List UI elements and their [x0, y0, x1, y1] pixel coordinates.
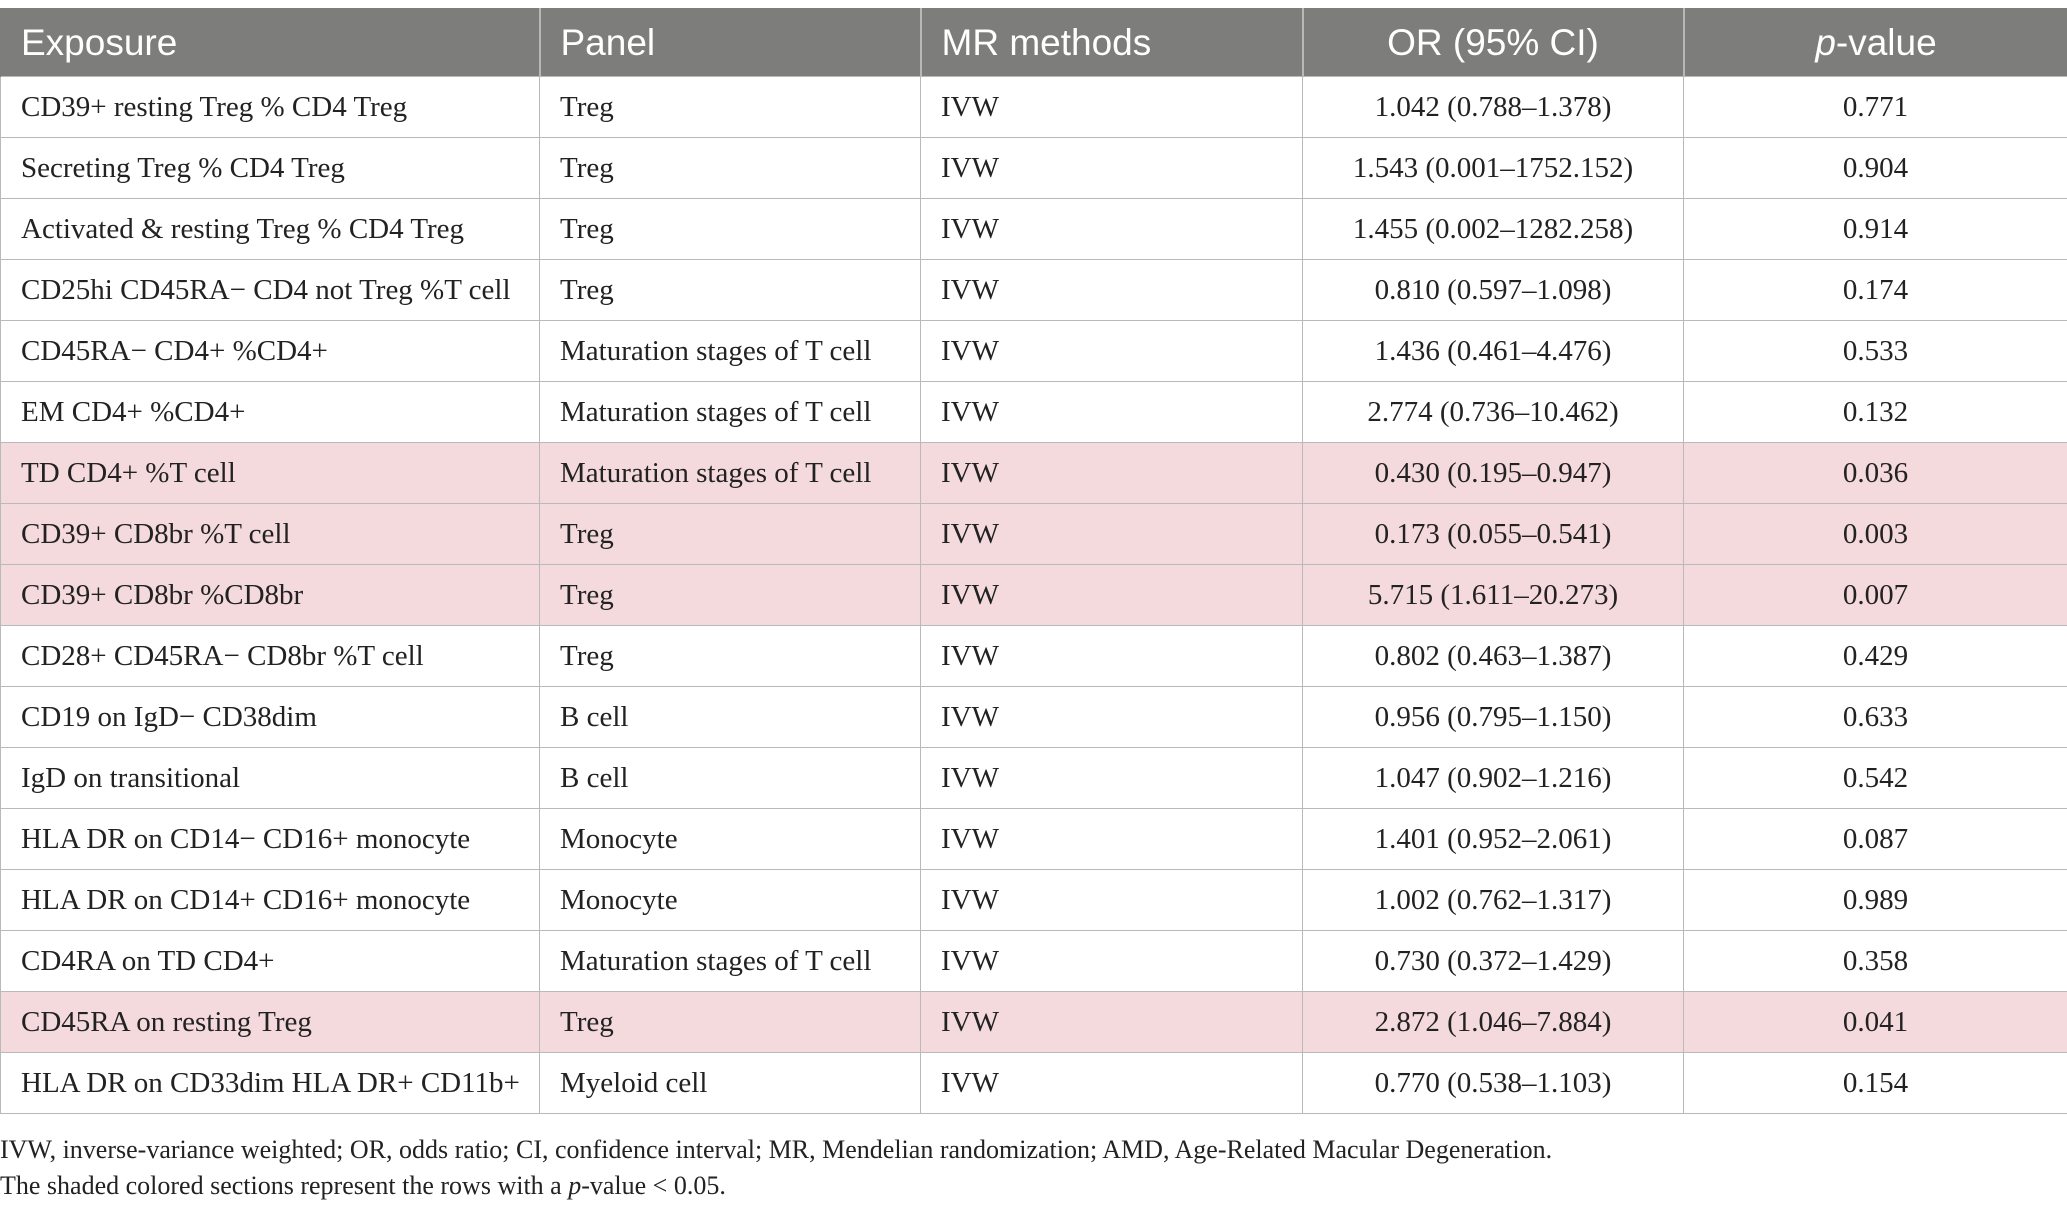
- mr-method-cell: IVW: [921, 504, 1303, 565]
- exposure-cell: IgD on transitional: [1, 748, 540, 809]
- or-ci-cell: 1.047 (0.902–1.216): [1303, 748, 1684, 809]
- panel-cell: Treg: [540, 992, 921, 1053]
- panel-cell: Treg: [540, 138, 921, 199]
- footnote-text-a: The shaded colored sections represent the rows with a: [0, 1171, 569, 1200]
- table-row: [1, 687, 2067, 748]
- table-row: [1, 260, 2067, 321]
- or-ci-cell: 0.770 (0.538–1.103): [1303, 1053, 1684, 1114]
- mr-method-cell: IVW: [921, 260, 1303, 321]
- p-value-cell: 0.542: [1684, 748, 2067, 809]
- header-exposure: Exposure: [1, 9, 540, 77]
- or-ci-cell: 1.401 (0.952–2.061): [1303, 809, 1684, 870]
- or-ci-cell: 5.715 (1.611–20.273): [1303, 565, 1684, 626]
- header-p-italic: p: [1815, 21, 1836, 63]
- exposure-cell: CD19 on IgD− CD38dim: [1, 687, 540, 748]
- table-row: [1, 748, 2067, 809]
- table-row: [1, 870, 2067, 931]
- footnote-text-b: -value < 0.05.: [581, 1171, 726, 1200]
- mr-method-cell: IVW: [921, 1053, 1303, 1114]
- exposure-cell: HLA DR on CD14− CD16+ monocyte: [1, 809, 540, 870]
- p-value-cell: 0.989: [1684, 870, 2067, 931]
- p-value-cell: 0.358: [1684, 931, 2067, 992]
- exposure-cell: CD4RA on TD CD4+: [1, 931, 540, 992]
- exposure-cell: TD CD4+ %T cell: [1, 443, 540, 504]
- p-value-cell: 0.087: [1684, 809, 2067, 870]
- panel-cell: Treg: [540, 626, 921, 687]
- or-ci-cell: 0.173 (0.055–0.541): [1303, 504, 1684, 565]
- p-value-cell: 0.132: [1684, 382, 2067, 443]
- footnote-p-italic: p: [568, 1171, 582, 1200]
- mr-method-cell: IVW: [921, 77, 1303, 138]
- exposure-cell: HLA DR on CD14+ CD16+ monocyte: [1, 870, 540, 931]
- footnote-abbreviations: IVW, inverse-variance weighted; OR, odds ratio; CI, confidence interval; MR, Mendelian randomization; AMD, Age-Related Macular Degeneration.: [0, 1135, 1553, 1164]
- table-row: [1, 138, 2067, 199]
- table-row: [1, 199, 2067, 260]
- table-footnote: [0, 1132, 1552, 1204]
- exposure-cell: CD45RA on resting Treg: [1, 992, 540, 1053]
- table-row: [1, 1053, 2067, 1114]
- table-row: [1, 382, 2067, 443]
- p-value-cell: 0.003: [1684, 504, 2067, 565]
- p-value-cell: 0.904: [1684, 138, 2067, 199]
- header-p-value: [1684, 9, 2067, 77]
- or-ci-cell: 2.872 (1.046–7.884): [1303, 992, 1684, 1053]
- or-ci-cell: 2.774 (0.736–10.462): [1303, 382, 1684, 443]
- panel-cell: Maturation stages of T cell: [540, 382, 921, 443]
- mr-method-cell: IVW: [921, 321, 1303, 382]
- panel-cell: Monocyte: [540, 809, 921, 870]
- exposure-cell: CD39+ CD8br %CD8br: [1, 565, 540, 626]
- exposure-cell: CD28+ CD45RA− CD8br %T cell: [1, 626, 540, 687]
- or-ci-cell: 1.543 (0.001–1752.152): [1303, 138, 1684, 199]
- table-row: [1, 565, 2067, 626]
- table-body: [1, 77, 2067, 1114]
- exposure-cell: CD25hi CD45RA− CD4 not Treg %T cell: [1, 260, 540, 321]
- mr-method-cell: IVW: [921, 870, 1303, 931]
- p-value-cell: 0.036: [1684, 443, 2067, 504]
- mr-method-cell: IVW: [921, 138, 1303, 199]
- panel-cell: Maturation stages of T cell: [540, 321, 921, 382]
- header-or-ci: OR (95% CI): [1303, 9, 1684, 77]
- or-ci-cell: 0.956 (0.795–1.150): [1303, 687, 1684, 748]
- table-row: [1, 992, 2067, 1053]
- table-row: [1, 321, 2067, 382]
- table-row: [1, 77, 2067, 138]
- or-ci-cell: 0.810 (0.597–1.098): [1303, 260, 1684, 321]
- p-value-cell: 0.633: [1684, 687, 2067, 748]
- panel-cell: Treg: [540, 199, 921, 260]
- mr-method-cell: IVW: [921, 931, 1303, 992]
- p-value-cell: 0.154: [1684, 1053, 2067, 1114]
- panel-cell: Maturation stages of T cell: [540, 931, 921, 992]
- mr-results-table: [0, 8, 2067, 1114]
- panel-cell: Treg: [540, 504, 921, 565]
- table-row: [1, 504, 2067, 565]
- results-table-container: [0, 8, 2067, 1114]
- header-panel: Panel: [540, 9, 921, 77]
- exposure-cell: Secreting Treg % CD4 Treg: [1, 138, 540, 199]
- panel-cell: Treg: [540, 77, 921, 138]
- mr-method-cell: IVW: [921, 626, 1303, 687]
- panel-cell: Maturation stages of T cell: [540, 443, 921, 504]
- panel-cell: Treg: [540, 260, 921, 321]
- p-value-cell: 0.174: [1684, 260, 2067, 321]
- exposure-cell: HLA DR on CD33dim HLA DR+ CD11b+: [1, 1053, 540, 1114]
- mr-method-cell: IVW: [921, 199, 1303, 260]
- p-value-cell: 0.041: [1684, 992, 2067, 1053]
- mr-method-cell: IVW: [921, 809, 1303, 870]
- table-row: [1, 931, 2067, 992]
- exposure-cell: CD39+ resting Treg % CD4 Treg: [1, 77, 540, 138]
- mr-method-cell: IVW: [921, 687, 1303, 748]
- p-value-cell: 0.914: [1684, 199, 2067, 260]
- table-header-row: [1, 9, 2067, 77]
- p-value-cell: 0.007: [1684, 565, 2067, 626]
- p-value-cell: 0.533: [1684, 321, 2067, 382]
- header-mr-methods: MR methods: [921, 9, 1303, 77]
- panel-cell: Treg: [540, 565, 921, 626]
- panel-cell: Monocyte: [540, 870, 921, 931]
- mr-method-cell: IVW: [921, 565, 1303, 626]
- mr-method-cell: IVW: [921, 443, 1303, 504]
- or-ci-cell: 1.002 (0.762–1.317): [1303, 870, 1684, 931]
- p-value-cell: 0.429: [1684, 626, 2067, 687]
- or-ci-cell: 0.730 (0.372–1.429): [1303, 931, 1684, 992]
- mr-method-cell: IVW: [921, 382, 1303, 443]
- or-ci-cell: 0.430 (0.195–0.947): [1303, 443, 1684, 504]
- panel-cell: B cell: [540, 687, 921, 748]
- panel-cell: B cell: [540, 748, 921, 809]
- exposure-cell: CD39+ CD8br %T cell: [1, 504, 540, 565]
- or-ci-cell: 1.042 (0.788–1.378): [1303, 77, 1684, 138]
- exposure-cell: CD45RA− CD4+ %CD4+: [1, 321, 540, 382]
- or-ci-cell: 1.455 (0.002–1282.258): [1303, 199, 1684, 260]
- header-p-suffix: -value: [1835, 21, 1937, 63]
- or-ci-cell: 0.802 (0.463–1.387): [1303, 626, 1684, 687]
- panel-cell: Myeloid cell: [540, 1053, 921, 1114]
- mr-method-cell: IVW: [921, 748, 1303, 809]
- table-row: [1, 443, 2067, 504]
- footnote-shading-note: [0, 1168, 1552, 1204]
- table-row: [1, 626, 2067, 687]
- exposure-cell: Activated & resting Treg % CD4 Treg: [1, 199, 540, 260]
- or-ci-cell: 1.436 (0.461–4.476): [1303, 321, 1684, 382]
- table-row: [1, 809, 2067, 870]
- mr-method-cell: IVW: [921, 992, 1303, 1053]
- exposure-cell: EM CD4+ %CD4+: [1, 382, 540, 443]
- p-value-cell: 0.771: [1684, 77, 2067, 138]
